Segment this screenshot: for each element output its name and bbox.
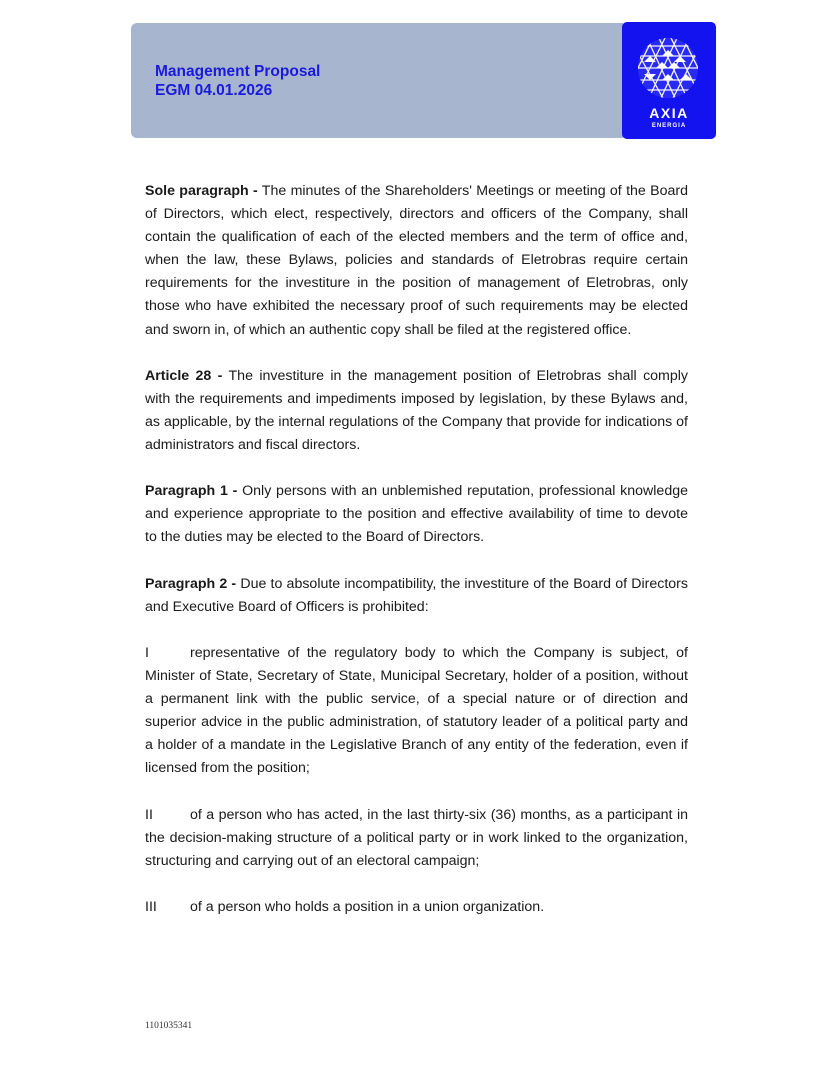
item-text: of a person who holds a position in a union organization. — [190, 898, 545, 915]
company-logo — [622, 22, 716, 139]
paragraph-label: Paragraph 2 - — [145, 575, 237, 592]
document-id: 1101035341 — [145, 1021, 193, 1031]
logo-wordmark: AXIA — [649, 105, 689, 121]
paragraph-text: The investiture in the management position of Eletrobras shall comply with the requirements and impediments imposed by legislation, by these Bylaws and, as applicable, by the internal regulations of the Company that provide for indications of administrators and fiscal directors. — [145, 367, 689, 454]
globe-icon — [636, 36, 700, 100]
item-number: II — [145, 806, 153, 823]
item-number: I — [145, 644, 149, 661]
header-title-line2: EGM 04.01.2026 — [155, 82, 273, 99]
logo-subtitle: ENERGIA — [651, 123, 687, 129]
header-title-line1: Management Proposal — [155, 63, 321, 80]
paragraph-2 — [145, 573, 688, 619]
item-text: of a person who has acted, in the last thirty-six (36) months, as a participant in the decision-making structure of a political party or in work linked to the organization, structuring and carrying out of an electoral campaign; — [145, 806, 688, 869]
paragraph-label: Article 28 - — [145, 367, 223, 384]
list-item — [145, 896, 688, 919]
paragraph-text: Only persons with an unblemished reputation, professional knowledge and experience appropriate to the position and effective availability of time to devote to the duties may be elected to the Board of Directors. — [145, 483, 688, 546]
document-body — [145, 180, 688, 942]
list-item — [145, 642, 688, 781]
list-item — [145, 804, 688, 873]
header-title — [155, 62, 320, 100]
paragraph-1 — [145, 480, 688, 549]
paragraph-label: Sole paragraph - — [145, 183, 258, 199]
paragraph-text: The minutes of the Shareholders' Meetings or meeting of the Board of Directors, which elect, respectively, directors and officers of the Company, shall contain the qualification of each of the elected members and the term of office and, when the law, these Bylaws, policies and standards of Eletrobras require certain requirements for the investiture in the position of management of Eletrobras, only those who have exhibited the necessary proof of such requirements may be elected and sworn in, of which an authentic copy shall be filed at the registered office. — [145, 183, 688, 338]
article-28 — [145, 365, 688, 457]
paragraph-text: Due to absolute incompatibility, the investiture of the Board of Directors and Executive Board of Officers is prohibited: — [145, 575, 688, 615]
sole-paragraph — [145, 180, 688, 342]
item-text: representative of the regulatory body to which the Company is subject, of Minister of State, Secretary of State, Municipal Secretary, holder of a position, without a permanent link with the public service, of a special nature or of direction and superior advice in the public administration, of statutory leader of a political party and a holder of a mandate in the Legislative Branch of any entity of the federation, even if licensed from the position; — [145, 644, 688, 777]
item-number: III — [145, 898, 157, 915]
paragraph-label: Paragraph 1 - — [145, 483, 238, 500]
